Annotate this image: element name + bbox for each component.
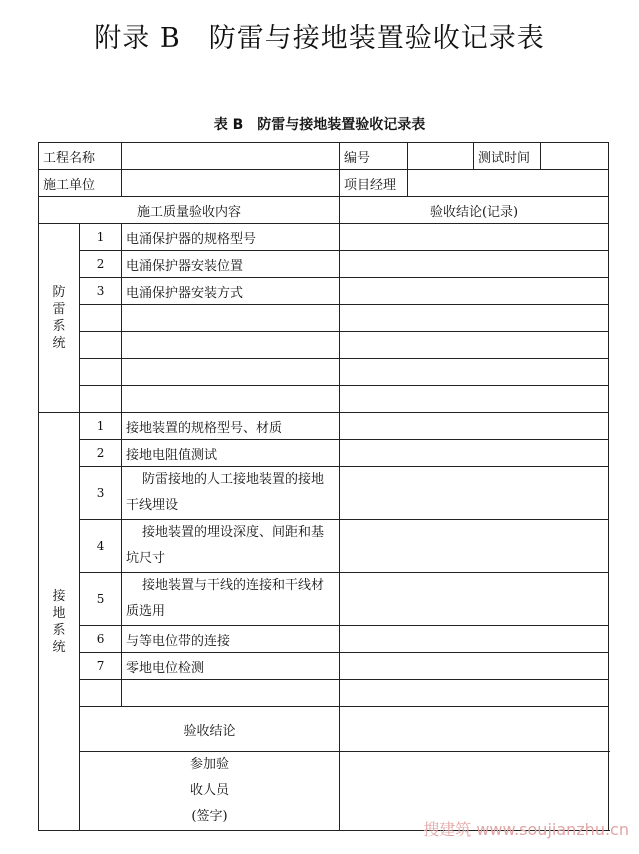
- item-text: 接地装置的埋设深度、间距和基坑尺寸: [122, 520, 340, 573]
- blank-cell[interactable]: [122, 386, 340, 413]
- blank-cell: [80, 359, 122, 386]
- result-field[interactable]: [340, 653, 609, 680]
- project-manager-label: 项目经理: [340, 170, 408, 197]
- item-number: 1: [80, 224, 122, 251]
- construction-unit-field[interactable]: [122, 170, 340, 197]
- item-text: 防雷接地的人工接地装置的接地干线埋设: [122, 467, 340, 520]
- number-field[interactable]: [408, 143, 474, 170]
- result-field[interactable]: [340, 573, 609, 626]
- page-title: 附录 B 防雷与接地装置验收记录表: [94, 23, 545, 54]
- result-field[interactable]: [340, 520, 609, 573]
- item-text: 接地电阻值测试: [122, 440, 340, 467]
- item-text: 接地装置与干线的连接和干线材质选用: [122, 573, 340, 626]
- acceptance-record-table: [38, 142, 609, 831]
- result-field[interactable]: [340, 224, 609, 251]
- signers-label: 参加验 收人员 (签字): [80, 752, 340, 831]
- item-text: 电涌保护器安装方式: [122, 278, 340, 305]
- result-field[interactable]: [340, 305, 609, 332]
- result-field[interactable]: [340, 278, 609, 305]
- item-number: 3: [80, 467, 122, 520]
- result-field[interactable]: [340, 359, 609, 386]
- blank-cell: [80, 305, 122, 332]
- lightning-group-label: 防 雷 系 统: [39, 224, 80, 413]
- item-text: 电涌保护器安装位置: [122, 251, 340, 278]
- item-number: 3: [80, 278, 122, 305]
- blank-cell[interactable]: [122, 332, 340, 359]
- item-number: 4: [80, 520, 122, 573]
- blank-cell: [80, 332, 122, 359]
- item-text: 电涌保护器的规格型号: [122, 224, 340, 251]
- result-field[interactable]: [340, 332, 609, 359]
- item-number: 5: [80, 573, 122, 626]
- item-number: 2: [80, 251, 122, 278]
- number-label: 编号: [340, 143, 408, 170]
- test-time-label: 测试时间: [474, 143, 541, 170]
- item-text: 接地装置的规格型号、材质: [122, 413, 340, 440]
- item-number: 7: [80, 653, 122, 680]
- construction-unit-label: 施工单位: [39, 170, 122, 197]
- table-title: 表 B 防雷与接地装置验收记录表: [213, 117, 426, 133]
- blank-cell: [80, 680, 122, 707]
- watermark: 搜建筑 www.soujianzhu.cn: [423, 820, 629, 839]
- project-name-field[interactable]: [122, 143, 340, 170]
- item-number: 2: [80, 440, 122, 467]
- result-field[interactable]: [340, 626, 609, 653]
- result-field[interactable]: [340, 680, 609, 707]
- conclusion-field[interactable]: [340, 707, 609, 752]
- grounding-group-label: 接 地 系 统: [39, 413, 80, 831]
- blank-cell[interactable]: [122, 305, 340, 332]
- project-name-label: 工程名称: [39, 143, 122, 170]
- content-header: 施工质量验收内容: [39, 197, 340, 224]
- result-field[interactable]: [340, 386, 609, 413]
- project-manager-field[interactable]: [408, 170, 609, 197]
- conclusion-record-header: 验收结论(记录): [340, 197, 609, 224]
- conclusion-label: 验收结论: [80, 707, 340, 752]
- result-field[interactable]: [340, 251, 609, 278]
- result-field[interactable]: [340, 467, 609, 520]
- blank-cell: [80, 386, 122, 413]
- item-number: 1: [80, 413, 122, 440]
- result-field[interactable]: [340, 413, 609, 440]
- test-time-field[interactable]: [541, 143, 609, 170]
- result-field[interactable]: [340, 440, 609, 467]
- blank-cell[interactable]: [122, 359, 340, 386]
- item-number: 6: [80, 626, 122, 653]
- blank-cell[interactable]: [122, 680, 340, 707]
- item-text: 与等电位带的连接: [122, 626, 340, 653]
- item-text: 零地电位检测: [122, 653, 340, 680]
